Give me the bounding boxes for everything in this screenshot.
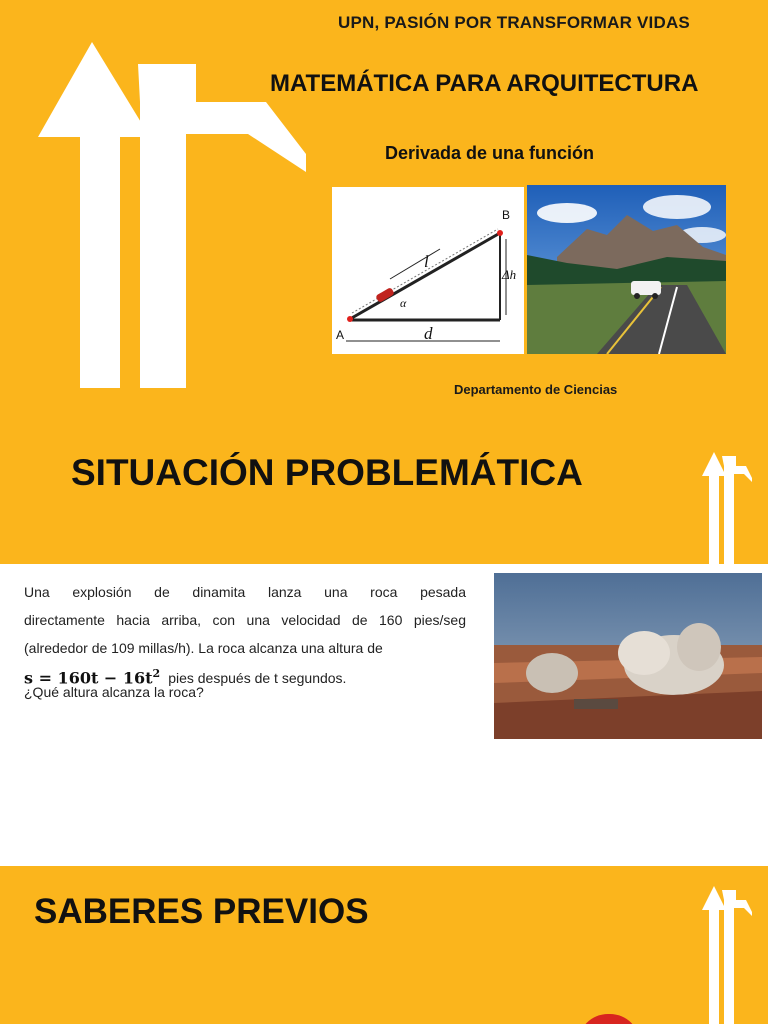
formula-row <box>24 662 466 686</box>
label-l: l <box>424 252 429 271</box>
mountain-road-photo <box>527 185 726 354</box>
department-label: Departamento de Ciencias <box>454 382 618 397</box>
topic-subtitle: Derivada de una función <box>385 143 595 163</box>
problem-line-2: directamente hacia arriba, con una velocidad de 160 pies/seg <box>24 612 466 628</box>
formula-tail: pies después de t segundos. <box>168 670 347 687</box>
label-delta-h: Δh <box>502 267 517 282</box>
situacion-title: SITUACIÓN PROBLEMÁTICA <box>71 452 583 493</box>
situacion-header-slide <box>0 432 768 564</box>
label-a: A <box>336 328 345 342</box>
problem-line-3: (alrededor de 109 millas/h). La roca alcanza una altura de <box>24 640 383 656</box>
course-title: MATEMÁTICA PARA ARQUITECTURA <box>270 70 699 97</box>
label-d: d <box>424 324 433 343</box>
problem-slide <box>0 564 768 866</box>
upn-arrows-logo <box>38 42 308 388</box>
incline-diagram <box>332 187 524 354</box>
saberes-slide <box>0 866 768 1024</box>
upn-arrows-small-2 <box>700 886 752 1024</box>
upn-arrows-small <box>700 452 752 564</box>
problem-line-1: Una explosión de dinamita lanza una roca pesada <box>24 584 466 600</box>
dynamite-blast-photo <box>494 573 762 739</box>
problem-question: ¿Qué altura alcanza la roca? <box>24 684 204 700</box>
problem-statement <box>24 578 466 700</box>
height-formula: $s = 160t - 16t^2$ <box>24 667 161 688</box>
red-shape <box>578 1014 640 1024</box>
label-alpha: α <box>400 296 407 310</box>
saberes-title: SABERES PREVIOS <box>34 892 369 931</box>
label-b: B <box>502 208 511 222</box>
cover-slide <box>0 0 768 432</box>
upn-tagline: UPN, PASIÓN POR TRANSFORMAR VIDAS <box>338 13 690 32</box>
